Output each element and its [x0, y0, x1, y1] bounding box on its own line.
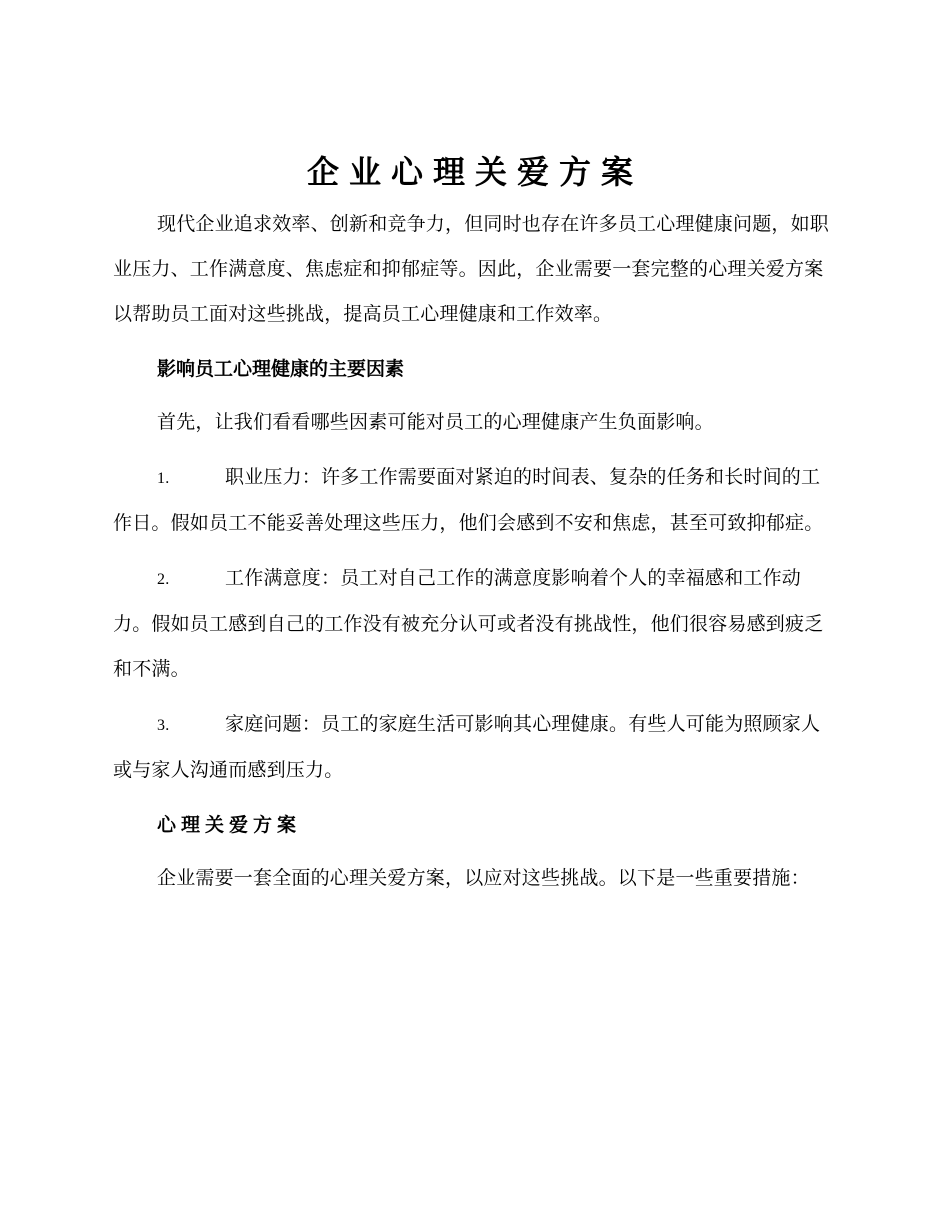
intro-paragraph: 现代企业追求效率、创新和竞争力，但同时也存在许多员工心理健康问题，如职业压力、工作满意度、焦虑症和抑郁症等。因此，企业需要一套完整的心理关爱方案以帮助员工面对这些挑战，提高员工心理健康和工作效率。: [113, 213, 830, 325]
list-item-number: 2.: [157, 571, 170, 588]
list-item-number: 1.: [157, 470, 170, 487]
document-title: 企业心理关爱方案: [306, 153, 643, 191]
list-item-text: 职业压力：许多工作需要面对紧迫的时间表、复杂的任务和长时间的工作日。假如员工不能妥善处理这些压力，他们会感到不安和焦虑，甚至可致抑郁症。: [113, 466, 824, 534]
list-item-text: 家庭问题：员工的家庭生活可影响其心理健康。有些人可能为照顾家人或与家人沟通而感到压力。: [113, 713, 821, 781]
section-lead-factors: 首先，让我们看看哪些因素可能对员工的心理健康产生负面影响。: [157, 411, 714, 433]
list-item: [113, 455, 837, 546]
section-heading-care-plan: 心理关爱方案: [157, 814, 302, 836]
section-heading-factors: 影响员工心理健康的主要因素: [157, 358, 405, 380]
list-item: [113, 556, 837, 692]
list-item: [113, 702, 837, 793]
list-item-number: 3.: [157, 717, 170, 734]
section-lead-care-plan: 企业需要一套全面的心理关爱方案，以应对这些挑战。以下是一些重要措施：: [157, 867, 810, 889]
list-item-text: 工作满意度：员工对自己工作的满意度影响着个人的幸福感和工作动力。假如员工感到自己的工作没有被充分认可或者没有挑战性，他们很容易感到疲乏和不满。: [113, 567, 824, 680]
